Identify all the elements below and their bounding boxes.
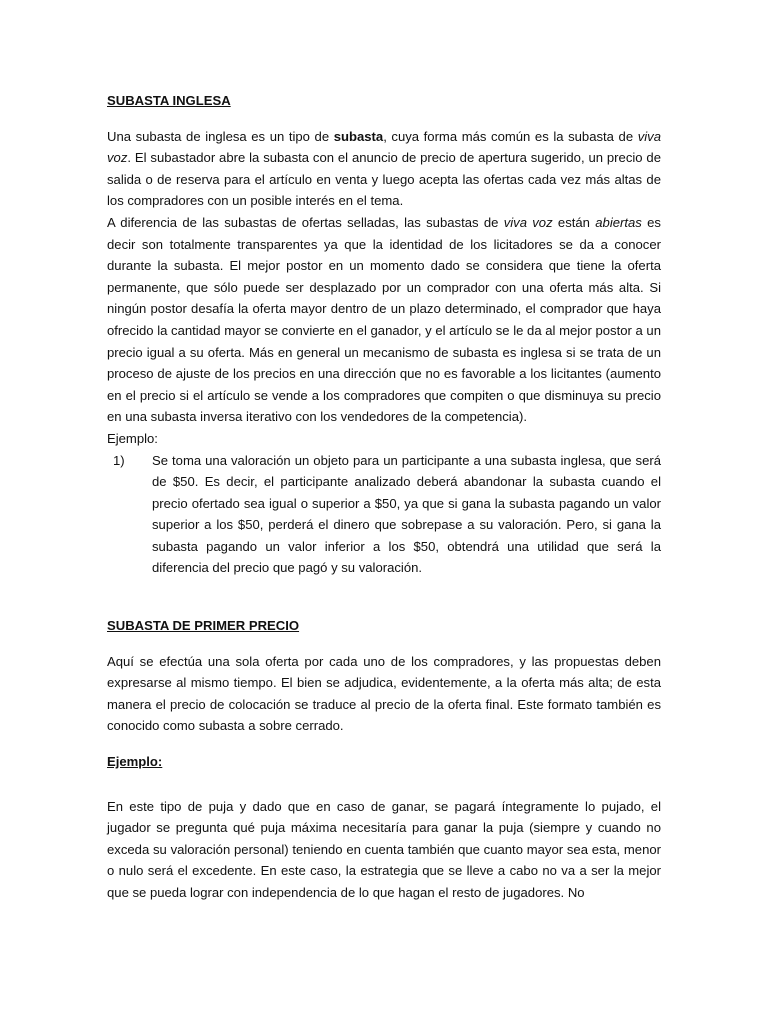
text-run-italic: abiertas xyxy=(595,214,642,230)
text-run: A diferencia de las subastas de ofertas selladas, las subastas de xyxy=(107,214,504,230)
list-item-number: 1) xyxy=(113,452,125,468)
paragraph-first-price-example: En este tipo de puja y dado que en caso de ganar, se pagará íntegramente lo pujado, el jugador se pregunta qué puja máxima necesitaría para ganar la puja (siempre y cuando no exceda su valoración personal) teniendo en cuenta también que cuanto mayor sea esta, menor o nulo será el excedente. En este caso, la estrategia que se lleve a cabo no va a ser la mejor que se pueda lograr con independencia de lo que hagan el resto de jugadores. No xyxy=(107,798,661,900)
example-label: Ejemplo: xyxy=(107,430,158,446)
section-heading-subasta-inglesa: SUBASTA INGLESA xyxy=(107,93,231,108)
text-run: . El subastador abre la subasta con el anuncio de precio de apertura sugerido, un precio de salida o de reserva para el artículo en venta y luego acepta las ofertas cada vez más altas de los compradores con un posible interés en el tema. xyxy=(107,150,661,209)
section-heading-subasta-primer-precio: SUBASTA DE PRIMER PRECIO xyxy=(107,618,300,634)
text-run: es decir son totalmente transparentes ya que la identidad de los licitadores se da a conocer durante la subasta. El mejor postor en un momento dado se considera que tiene la oferta permanente, que sólo puede ser desplazado por un comprador con una oferta más alta. Si ningún postor desafía la oferta mayor dentro de un plazo determinado, el comprador que haya ofrecido la cantidad mayor se convierte en el ganador, y el artículo se le da al mejor postor a un precio igual a su oferta. Más en general un mecanismo de subasta es inglesa si se trata de un proceso de ajuste de los precios en una dirección que no es favorable a los licitantes (aumento en el precio si el artículo se vende a los compradores que compiten o que disminuya su precio en una subasta inversa iterativo con los vendedores de la competencia). xyxy=(107,214,661,425)
list-item xyxy=(107,450,661,580)
paragraph-english-auction-definition xyxy=(107,126,661,212)
text-run: Una subasta de inglesa es un tipo de xyxy=(107,128,334,144)
document-page xyxy=(107,90,661,904)
paragraph-english-auction-details xyxy=(107,212,661,428)
text-run: están xyxy=(552,214,596,230)
text-run: , cuya forma más común es la subasta de xyxy=(383,128,638,144)
text-run-bold: subasta xyxy=(333,128,384,144)
text-run-italic: viva voz xyxy=(107,128,661,166)
text-run-italic: viva voz xyxy=(503,214,553,230)
list-item-text: Se toma una valoración un objeto para un participante a una subasta inglesa, que será de $50. Es decir, el participante analizado deberá abandonar la subasta cuando el precio ofertado sea igual o superior a $50, ya que si gana la subasta pagando un valor superior a los $50, perderá el dinero que sobrepase a su valoración. Pero, si gana la subasta pagando un valor inferior a los $50, obtendrá una utilidad que será la diferencia del precio que pagó y su valoración. xyxy=(152,452,661,576)
example-list xyxy=(107,450,661,580)
example-label-underlined: Ejemplo: xyxy=(107,754,163,770)
paragraph-first-price-definition: Aquí se efectúa una sola oferta por cada uno de los compradores, y las propuestas deben expresarse al mismo tiempo. El bien se adjudica, evidentemente, a la oferta más alta; de esta manera el precio de colocación se traduce al precio de la oferta final. Este formato también es conocido como subasta a sobre cerrado. xyxy=(107,653,661,734)
